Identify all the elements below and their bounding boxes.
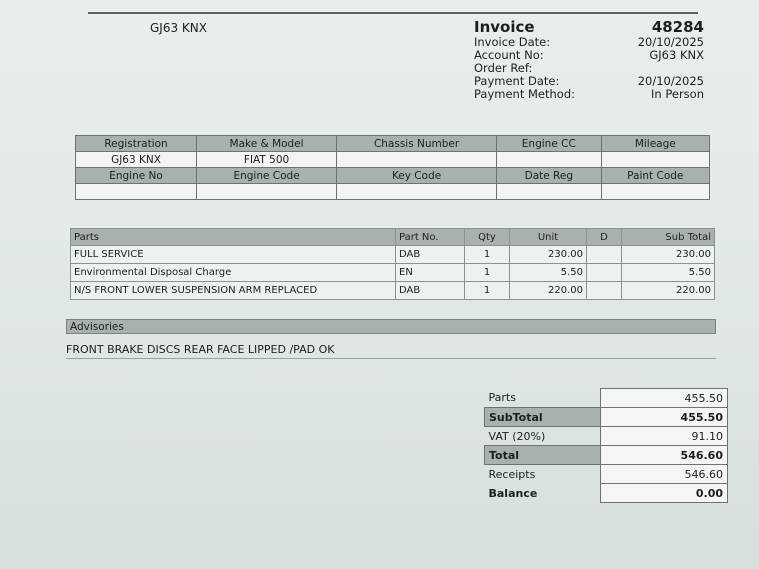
parts-col-header: Parts [71, 229, 396, 246]
subtotal-label: SubTotal [485, 408, 601, 427]
payment-date-value: 20/10/2025 [637, 74, 704, 88]
paint-code-header: Paint Code [601, 168, 709, 184]
vehicle-header-row-1 [76, 136, 710, 152]
part-description: N/S FRONT LOWER SUSPENSION ARM REPLACED [71, 282, 396, 300]
advisory-text: FRONT BRAKE DISCS REAR FACE LIPPED /PAD OK [66, 343, 335, 356]
part-description: Environmental Disposal Charge [71, 264, 396, 282]
vehicle-value-row-1 [76, 152, 710, 168]
part-number: EN [396, 264, 465, 282]
part-unit: 5.50 [510, 264, 587, 282]
invoice-title: Invoice [474, 18, 535, 36]
part-qty: 1 [465, 282, 510, 300]
advisories-header: Advisories [66, 319, 716, 334]
payment-method-label: Payment Method: [474, 87, 576, 101]
receipts-label: Receipts [488, 467, 536, 481]
total-value: 546.60 [601, 446, 728, 465]
chassis-number-value [337, 152, 497, 168]
date-reg-value [497, 184, 602, 200]
invoice-header [474, 18, 704, 101]
part-subtotal: 230.00 [622, 246, 715, 264]
payment-method-row [474, 88, 704, 101]
registration-header: Registration [76, 136, 197, 152]
engine-code-header: Engine Code [197, 168, 337, 184]
chassis-number-header: Chassis Number [337, 136, 497, 152]
part-number: DAB [396, 282, 465, 300]
balance-label: Balance [488, 486, 538, 500]
vat-label: VAT (20%) [488, 429, 546, 443]
part-description: FULL SERVICE [71, 246, 396, 264]
part-discount [587, 264, 622, 282]
balance-value: 0.00 [601, 484, 728, 503]
total-row [485, 446, 728, 465]
advisory-divider [66, 358, 716, 359]
vat-row [485, 427, 728, 446]
vehicle-details-table [75, 135, 710, 200]
parts-total-label: Parts [488, 391, 516, 405]
d-col-header: D [587, 229, 622, 246]
part-subtotal: 5.50 [622, 264, 715, 282]
parts-total-value: 455.50 [601, 389, 728, 408]
part-no-col-header: Part No. [396, 229, 465, 246]
header-registration: GJ63 KNX [150, 21, 207, 35]
parts-total-row [485, 389, 728, 408]
subtotal-row [485, 408, 728, 427]
part-discount [587, 246, 622, 264]
part-qty: 1 [465, 246, 510, 264]
table-row [71, 264, 715, 282]
account-no-label: Account No: [474, 48, 544, 62]
date-reg-header: Date Reg [497, 168, 602, 184]
paint-code-value [601, 184, 709, 200]
invoice-number: 48284 [651, 18, 704, 36]
top-divider [88, 12, 698, 14]
unit-col-header: Unit [510, 229, 587, 246]
table-row [71, 246, 715, 264]
account-no-value: GJ63 KNX [649, 48, 704, 62]
invoice-date-value: 20/10/2025 [637, 35, 704, 49]
mileage-header: Mileage [601, 136, 709, 152]
vehicle-value-row-2 [76, 184, 710, 200]
totals-table [484, 388, 728, 503]
table-row [71, 282, 715, 300]
key-code-header: Key Code [337, 168, 497, 184]
payment-date-label: Payment Date: [474, 74, 560, 88]
part-qty: 1 [465, 264, 510, 282]
part-subtotal: 220.00 [622, 282, 715, 300]
subtotal-value: 455.50 [601, 408, 728, 427]
invoice-title-row [474, 18, 704, 36]
engine-cc-value [497, 152, 602, 168]
key-code-value [337, 184, 497, 200]
vehicle-header-row-2 [76, 168, 710, 184]
invoice-date-label: Invoice Date: [474, 35, 551, 49]
part-number: DAB [396, 246, 465, 264]
order-ref-label: Order Ref: [474, 61, 533, 75]
engine-cc-header: Engine CC [497, 136, 602, 152]
balance-row [485, 484, 728, 503]
registration-value: GJ63 KNX [76, 152, 197, 168]
part-discount [587, 282, 622, 300]
qty-col-header: Qty [465, 229, 510, 246]
make-model-value: FIAT 500 [197, 152, 337, 168]
part-unit: 230.00 [510, 246, 587, 264]
total-label: Total [485, 446, 601, 465]
receipts-value: 546.60 [601, 465, 728, 484]
payment-method-value: In Person [651, 87, 704, 101]
engine-no-header: Engine No [76, 168, 197, 184]
part-unit: 220.00 [510, 282, 587, 300]
receipts-row [485, 465, 728, 484]
mileage-value [601, 152, 709, 168]
vat-value: 91.10 [601, 427, 728, 446]
parts-table [70, 228, 715, 300]
engine-no-value [76, 184, 197, 200]
engine-code-value [197, 184, 337, 200]
make-model-header: Make & Model [197, 136, 337, 152]
parts-header-row [71, 229, 715, 246]
subtotal-col-header: Sub Total [622, 229, 715, 246]
